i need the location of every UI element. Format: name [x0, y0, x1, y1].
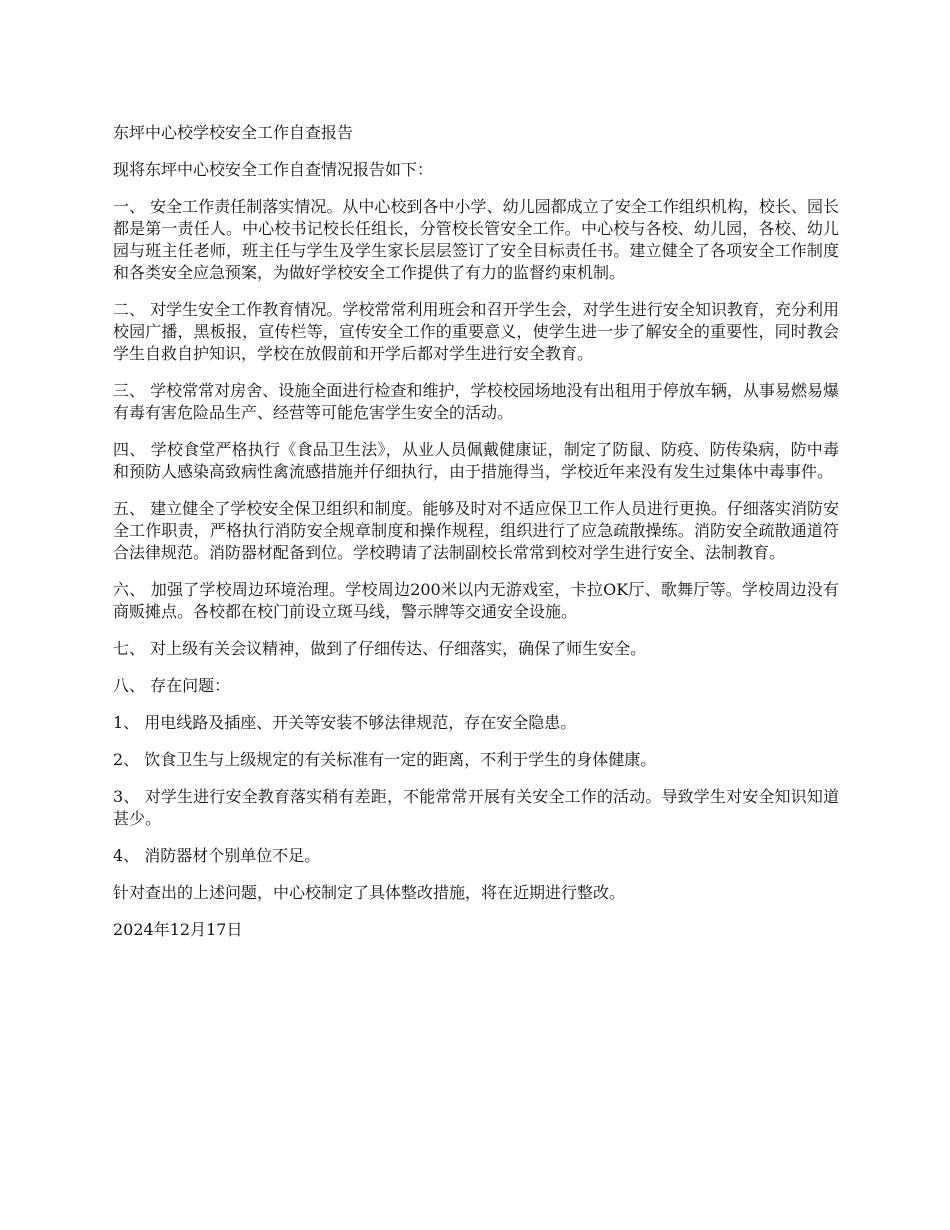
section-5-security: 五、 建立健全了学校安全保卫组织和制度。能够及时对不适应保卫工作人员进行更换。仔细落实消防安全工作职责，严格执行消防安全规章制度和操作规程，组织进行了应急疏散操练。消防安全疏散通道符合法律规范。消防器材配备到位。学校聘请了法制副校长常常到校对学生进行安全、法制教育。	[113, 499, 839, 562]
section-7-meetings: 七、 对上级有关会议精神，做到了仔细传达、仔细落实，确保了师生安全。	[113, 639, 647, 658]
document-page	[113, 122, 839, 956]
problem-item-3: 3、 对学生进行安全教育落实稍有差距，不能常常开展有关安全工作的活动。导致学生对安全知识知道甚少。	[113, 787, 839, 828]
section-4-canteen: 四、 学校食堂严格执行《食品卫生法》，从业人员佩戴健康证，制定了防鼠、防疫、防传染病，防中毒和预防人感染高致病性禽流感措施并仔细执行，由于措施得当，学校近年来没有发生过集体中毒事件。	[113, 440, 839, 481]
document-date: 2024年12月17日	[113, 920, 243, 939]
problem-item-4: 4、 消防器材个别单位不足。	[113, 846, 321, 865]
section-8-problems: 八、 存在问题：	[113, 676, 231, 695]
intro-paragraph: 现将东坪中心校安全工作自查情况报告如下：	[113, 160, 434, 179]
rectification-paragraph: 针对查出的上述问题，中心校制定了具体整改措施，将在近期进行整改。	[113, 883, 626, 902]
problem-item-2: 2、 饮食卫生与上级规定的有关标准有一定的距离，不利于学生的身体健康。	[113, 750, 657, 769]
document-title: 东坪中心校学校安全工作自查报告	[113, 123, 354, 142]
section-3-facilities: 三、 学校常常对房舍、设施全面进行检查和维护，学校校园场地没有出租用于停放车辆，从事易燃易爆有毒有害危险品生产、经营等可能危害学生安全的活动。	[113, 381, 839, 422]
section-2-education: 二、 对学生安全工作教育情况。学校常常利用班会和召开学生会，对学生进行安全知识教育，充分利用校园广播，黑板报，宣传栏等，宣传安全工作的重要意义，使学生进一步了解安全的重要性，同时教会学生自救自护知识，学校在放假前和开学后都对学生进行安全教育。	[113, 300, 839, 363]
section-1-responsibility: 一、 安全工作责任制落实情况。从中心校到各中小学、幼儿园都成立了安全工作组织机构，校长、园长都是第一责任人。中心校书记校长任组长，分管校长管安全工作。中心校与各校、幼儿园，各校、幼儿园与班主任老师，班主任与学生及学生家长层层签订了安全目标责任书。建立健全了各项安全工作制度和各类安全应急预案，为做好学校安全工作提供了有力的监督约束机制。	[113, 197, 839, 282]
section-6-environment: 六、 加强了学校周边环境治理。学校周边200米以内无游戏室，卡拉OK厅、歌舞厅等。学校周边没有商贩摊点。各校都在校门前设立斑马线，警示牌等交通安全设施。	[113, 580, 839, 621]
problem-item-1: 1、 用电线路及插座、开关等安装不够法律规范，存在安全隐患。	[113, 713, 577, 732]
